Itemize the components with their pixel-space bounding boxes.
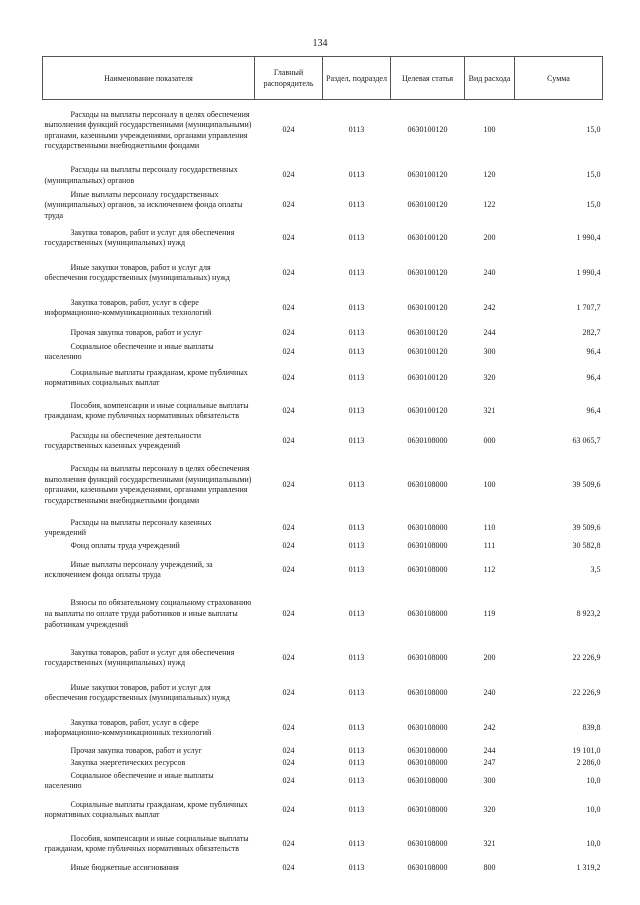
table-row xyxy=(43,827,603,861)
section-cell: 0113 xyxy=(348,435,365,445)
sum-cell: 1 707,7 xyxy=(576,302,601,312)
sum-cell: 39 509,6 xyxy=(572,479,601,489)
table-row xyxy=(43,675,603,711)
expense-type-cell: 200 xyxy=(483,652,496,662)
expense-type-cell: 200 xyxy=(483,232,496,242)
sum-cell: 1 990,4 xyxy=(576,232,601,242)
expense-type-cell: 300 xyxy=(483,346,496,356)
sum-cell: 1 990,4 xyxy=(576,267,601,277)
manager-cell: 024 xyxy=(282,170,295,180)
table-row xyxy=(43,255,603,291)
article-cell: 0630108000 xyxy=(407,540,448,550)
name-cell: Закупка товаров, работ, услуг в сфере информационно-коммуникационных технологий xyxy=(44,717,212,738)
name-cell: Расходы на выплаты персоналу государственных (муниципальных) органов xyxy=(44,164,238,185)
manager-cell: 024 xyxy=(282,652,295,662)
section-cell: 0113 xyxy=(348,862,365,872)
section-cell: 0113 xyxy=(348,522,365,532)
article-cell: 0630108000 xyxy=(407,687,448,697)
expense-type-cell: 242 xyxy=(483,302,496,312)
section-cell: 0113 xyxy=(348,722,365,732)
sum-cell: 96,4 xyxy=(586,346,601,356)
expense-type-cell: 000 xyxy=(483,435,496,445)
expense-type-cell: 100 xyxy=(483,125,496,135)
name-cell: Закупка товаров, работ, услуг в сфере информационно-коммуникационных технологий xyxy=(44,297,212,318)
name-cell: Прочая закупка товаров, работ и услуг xyxy=(70,327,202,337)
manager-cell: 024 xyxy=(282,745,295,755)
manager-cell: 024 xyxy=(282,232,295,242)
table-row xyxy=(43,393,603,429)
sum-cell: 15,0 xyxy=(586,125,601,135)
manager-cell: 024 xyxy=(282,327,295,337)
section-cell: 0113 xyxy=(348,302,365,312)
manager-cell: 024 xyxy=(282,479,295,489)
article-cell: 0630108000 xyxy=(407,775,448,785)
sum-cell: 96,4 xyxy=(586,405,601,415)
sum-cell: 282,7 xyxy=(582,327,601,337)
name-cell: Иные выплаты персоналу учреждений, за исключением фонда оплаты труда xyxy=(44,559,213,580)
article-cell: 0630100120 xyxy=(407,170,448,180)
table-row xyxy=(43,641,603,675)
sum-cell: 39 509,6 xyxy=(572,522,601,532)
section-cell: 0113 xyxy=(348,540,365,550)
budget-table xyxy=(42,56,603,875)
name-cell: Пособия, компенсации и иные социальные выплаты гражданам, кроме публичных нормативных обязательств xyxy=(44,833,249,854)
expense-type-cell: 110 xyxy=(483,522,496,532)
name-cell: Расходы на выплаты персоналу в целях обеспечения выполнения функций государственными (муниципальными) органами, казенными учреждениями, органами управления государственными внебюджетными фондами xyxy=(44,109,252,151)
expense-type-cell: 242 xyxy=(483,722,496,732)
article-cell: 0630108000 xyxy=(407,479,448,489)
expense-type-cell: 300 xyxy=(483,775,496,785)
expense-type-cell: 112 xyxy=(483,564,496,574)
section-cell: 0113 xyxy=(348,757,365,767)
table-row xyxy=(43,745,603,757)
section-cell: 0113 xyxy=(348,372,365,382)
manager-cell: 024 xyxy=(282,522,295,532)
section-cell: 0113 xyxy=(348,775,365,785)
sum-cell: 22 226,9 xyxy=(572,652,601,662)
expense-type-cell: 320 xyxy=(483,372,496,382)
section-cell: 0113 xyxy=(348,232,365,242)
table-row xyxy=(43,757,603,769)
manager-cell: 024 xyxy=(282,435,295,445)
table-row xyxy=(43,453,603,517)
column-header-sum: Сумма xyxy=(515,57,603,100)
manager-cell: 024 xyxy=(282,757,295,767)
table-row xyxy=(43,190,603,222)
sum-cell: 15,0 xyxy=(586,170,601,180)
table-row xyxy=(43,162,603,190)
section-cell: 0113 xyxy=(348,346,365,356)
name-cell: Пособия, компенсации и иные социальные выплаты гражданам, кроме публичных нормативных обязательств xyxy=(44,400,249,421)
article-cell: 0630100120 xyxy=(407,232,448,242)
sum-cell: 15,0 xyxy=(586,200,601,210)
table-row xyxy=(43,769,603,793)
article-cell: 0630108000 xyxy=(407,722,448,732)
name-cell: Фонд оплаты труда учреждений xyxy=(70,540,180,550)
article-cell: 0630108000 xyxy=(407,522,448,532)
name-cell: Социальное обеспечение и иные выплаты населению xyxy=(44,770,214,791)
article-cell: 0630108000 xyxy=(407,804,448,814)
page-number: 134 xyxy=(312,38,328,49)
expense-type-cell: 119 xyxy=(483,608,496,618)
table-row xyxy=(43,711,603,745)
expense-type-cell: 120 xyxy=(483,170,496,180)
section-cell: 0113 xyxy=(348,745,365,755)
table-row xyxy=(43,553,603,587)
column-header-expense-type: Вид расхода xyxy=(465,57,515,100)
table-row xyxy=(43,221,603,255)
table-row xyxy=(43,100,603,162)
manager-cell: 024 xyxy=(282,608,295,618)
sum-cell: 30 582,8 xyxy=(572,540,601,550)
sum-cell: 96,4 xyxy=(586,372,601,382)
manager-cell: 024 xyxy=(282,405,295,415)
manager-cell: 024 xyxy=(282,125,295,135)
name-cell: Иные выплаты персоналу государственных (муниципальных) органов, за исключением фонда оплаты труда xyxy=(44,189,243,220)
section-cell: 0113 xyxy=(348,267,365,277)
name-cell: Взносы по обязательному социальному страхованию на выплаты по оплате труда работников и иные выплаты работникам учреждений xyxy=(44,598,252,629)
manager-cell: 024 xyxy=(282,862,295,872)
section-cell: 0113 xyxy=(348,838,365,848)
expense-type-cell: 122 xyxy=(483,200,496,210)
name-cell: Закупка товаров, работ и услуг для обеспечения государственных (муниципальных) нужд xyxy=(44,227,235,248)
table-row xyxy=(43,861,603,875)
expense-type-cell: 240 xyxy=(483,687,496,697)
manager-cell: 024 xyxy=(282,200,295,210)
sum-cell: 19 101,0 xyxy=(572,745,601,755)
expense-type-cell: 244 xyxy=(483,327,496,337)
table-row xyxy=(43,539,603,553)
sum-cell: 10,0 xyxy=(586,838,601,848)
article-cell: 0630100120 xyxy=(407,267,448,277)
article-cell: 0630108000 xyxy=(407,435,448,445)
expense-type-cell: 321 xyxy=(483,838,496,848)
name-cell: Иные бюджетные ассигнования xyxy=(70,862,179,872)
section-cell: 0113 xyxy=(348,170,365,180)
name-cell: Социальные выплаты гражданам, кроме публичных нормативных социальных выплат xyxy=(44,799,248,820)
sum-cell: 3,5 xyxy=(590,564,601,574)
article-cell: 0630108000 xyxy=(407,757,448,767)
article-cell: 0630100120 xyxy=(407,302,448,312)
table-row xyxy=(43,587,603,641)
name-cell: Иные закупки товаров, работ и услуг для обеспечения государственных (муниципальных) нужд xyxy=(44,682,230,703)
manager-cell: 024 xyxy=(282,372,295,382)
sum-cell: 1 319,2 xyxy=(576,862,601,872)
name-cell: Расходы на выплаты персоналу в целях обеспечения выполнения функций государственными (муниципальными) органами, казенными учреждениями, органами управления государственными внебюджетными фондами xyxy=(44,464,252,505)
column-header-manager: Главный распорядитель xyxy=(255,57,323,100)
section-cell: 0113 xyxy=(348,125,365,135)
name-cell: Расходы на выплаты персоналу казенных учреждений xyxy=(44,517,212,538)
expense-type-cell: 321 xyxy=(483,405,496,415)
manager-cell: 024 xyxy=(282,346,295,356)
expense-type-cell: 100 xyxy=(483,479,496,489)
article-cell: 0630100120 xyxy=(407,346,448,356)
expense-type-cell: 244 xyxy=(483,745,496,755)
article-cell: 0630100120 xyxy=(407,372,448,382)
table-row xyxy=(43,517,603,539)
table-row xyxy=(43,429,603,453)
name-cell: Расходы на обеспечение деятельности государственных казенных учреждений xyxy=(44,430,202,451)
manager-cell: 024 xyxy=(282,804,295,814)
section-cell: 0113 xyxy=(348,608,365,618)
expense-type-cell: 240 xyxy=(483,267,496,277)
table-row xyxy=(43,793,603,827)
section-cell: 0113 xyxy=(348,200,365,210)
article-cell: 0630108000 xyxy=(407,838,448,848)
expense-type-cell: 800 xyxy=(483,862,496,872)
manager-cell: 024 xyxy=(282,302,295,312)
section-cell: 0113 xyxy=(348,564,365,574)
sum-cell: 22 226,9 xyxy=(572,687,601,697)
article-cell: 0630108000 xyxy=(407,745,448,755)
table-row xyxy=(43,341,603,363)
article-cell: 0630108000 xyxy=(407,608,448,618)
sum-cell: 10,0 xyxy=(586,775,601,785)
section-cell: 0113 xyxy=(348,479,365,489)
sum-cell: 10,0 xyxy=(586,804,601,814)
sum-cell: 2 286,0 xyxy=(576,757,601,767)
manager-cell: 024 xyxy=(282,838,295,848)
expense-type-cell: 320 xyxy=(483,804,496,814)
section-cell: 0113 xyxy=(348,405,365,415)
section-cell: 0113 xyxy=(348,804,365,814)
article-cell: 0630108000 xyxy=(407,564,448,574)
article-cell: 0630108000 xyxy=(407,862,448,872)
manager-cell: 024 xyxy=(282,687,295,697)
sum-cell: 8 923,2 xyxy=(576,608,601,618)
column-header-article: Целевая статья xyxy=(391,57,465,100)
manager-cell: 024 xyxy=(282,775,295,785)
manager-cell: 024 xyxy=(282,540,295,550)
table-row xyxy=(43,291,603,325)
manager-cell: 024 xyxy=(282,722,295,732)
article-cell: 0630100120 xyxy=(407,405,448,415)
expense-type-cell: 247 xyxy=(483,757,496,767)
name-cell: Социальные выплаты гражданам, кроме публичных нормативных социальных выплат xyxy=(44,367,248,388)
article-cell: 0630108000 xyxy=(407,652,448,662)
manager-cell: 024 xyxy=(282,564,295,574)
table-header-row xyxy=(43,57,603,100)
table-row xyxy=(43,325,603,341)
name-cell: Иные закупки товаров, работ и услуг для обеспечения государственных (муниципальных) нужд xyxy=(44,262,230,283)
name-cell: Закупка товаров, работ и услуг для обеспечения государственных (муниципальных) нужд xyxy=(44,647,235,668)
manager-cell: 024 xyxy=(282,267,295,277)
column-header-name: Наименование показателя xyxy=(43,57,255,100)
article-cell: 0630100120 xyxy=(407,200,448,210)
section-cell: 0113 xyxy=(348,687,365,697)
column-header-section: Раздел, подраздел xyxy=(323,57,391,100)
section-cell: 0113 xyxy=(348,652,365,662)
article-cell: 0630100120 xyxy=(407,125,448,135)
name-cell: Прочая закупка товаров, работ и услуг xyxy=(70,745,202,755)
section-cell: 0113 xyxy=(348,327,365,337)
name-cell: Социальное обеспечение и иные выплаты населению xyxy=(44,341,214,362)
expense-type-cell: 111 xyxy=(483,540,496,550)
sum-cell: 839,8 xyxy=(582,722,601,732)
article-cell: 0630100120 xyxy=(407,327,448,337)
table-row xyxy=(43,363,603,393)
sum-cell: 63 065,7 xyxy=(572,435,601,445)
name-cell: Закупка энергетических ресурсов xyxy=(70,757,186,767)
